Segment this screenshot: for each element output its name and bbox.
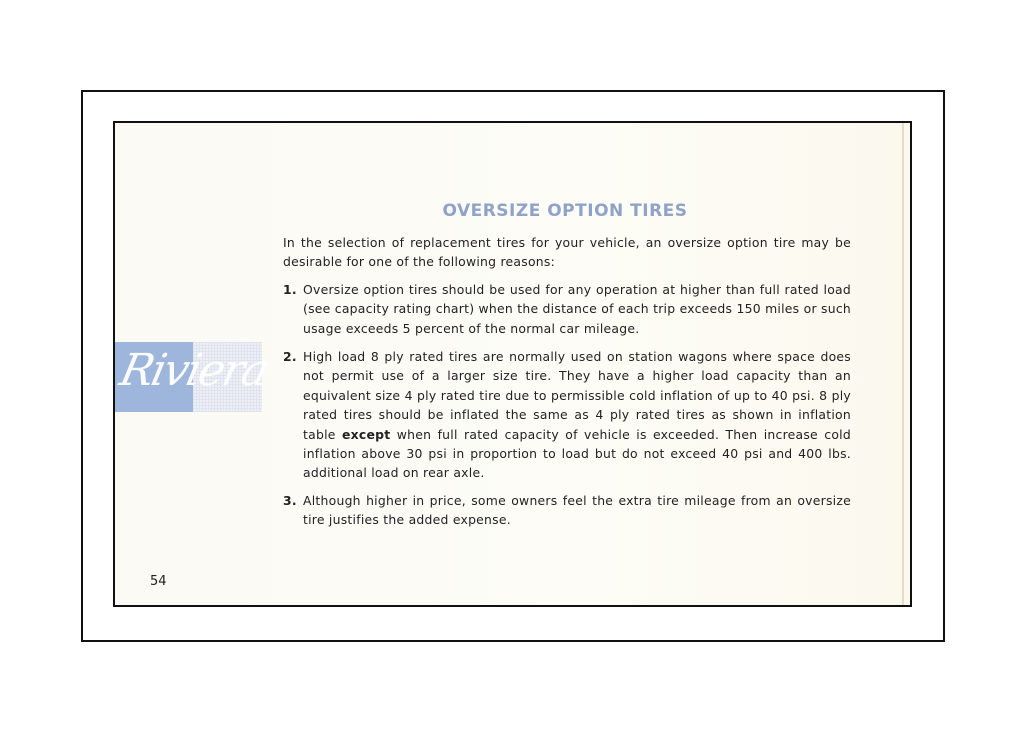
manual-page (113, 121, 912, 607)
list-item (283, 280, 851, 338)
item-number: 2. (283, 349, 297, 364)
page-number: 54 (150, 574, 167, 589)
item-number: 3. (283, 493, 297, 508)
item-text-part: when full rated capacity of vehicle is exceeded. Then increase cold inflation above 30 psi in proportion to load but do not exceed 40 psi and 400 lbs. additional load on rear axle. (303, 426, 851, 481)
page-title: OVERSIZE OPTION TIRES (442, 201, 688, 221)
item-text: Although higher in price, some owners feel the extra tire mileage from an oversize tire justifies the added expense. (303, 493, 851, 528)
item-text (303, 347, 851, 483)
list-item (283, 491, 851, 530)
intro-paragraph: In the selection of replacement tires for your vehicle, an oversize option tire may be desirable for one of the following reasons: (283, 235, 851, 270)
item-text-part: High load 8 ply rated tires are normally used on station wagons where space does not permit use of a larger size tire. They have a higher load capacity than an equivalent size 4 ply rated tire due to permissible cold inflation of up to 40 psi. 8 ply rated tires should be inflated the same as 4 ply rated tires as shown in inflation table (303, 349, 851, 442)
item-text: Oversize option tires should be used for any operation at higher than full rated load (see capacity rating chart) when the distance of each trip exceeds 150 miles or such usage exceeds 5 percent of the normal car mileage. (303, 282, 851, 336)
item-text-bold: except (341, 426, 391, 442)
item-number: 1. (283, 282, 297, 297)
page-edge (902, 123, 904, 605)
riviera-logo: Riviera (115, 345, 272, 396)
list-item (283, 347, 851, 483)
